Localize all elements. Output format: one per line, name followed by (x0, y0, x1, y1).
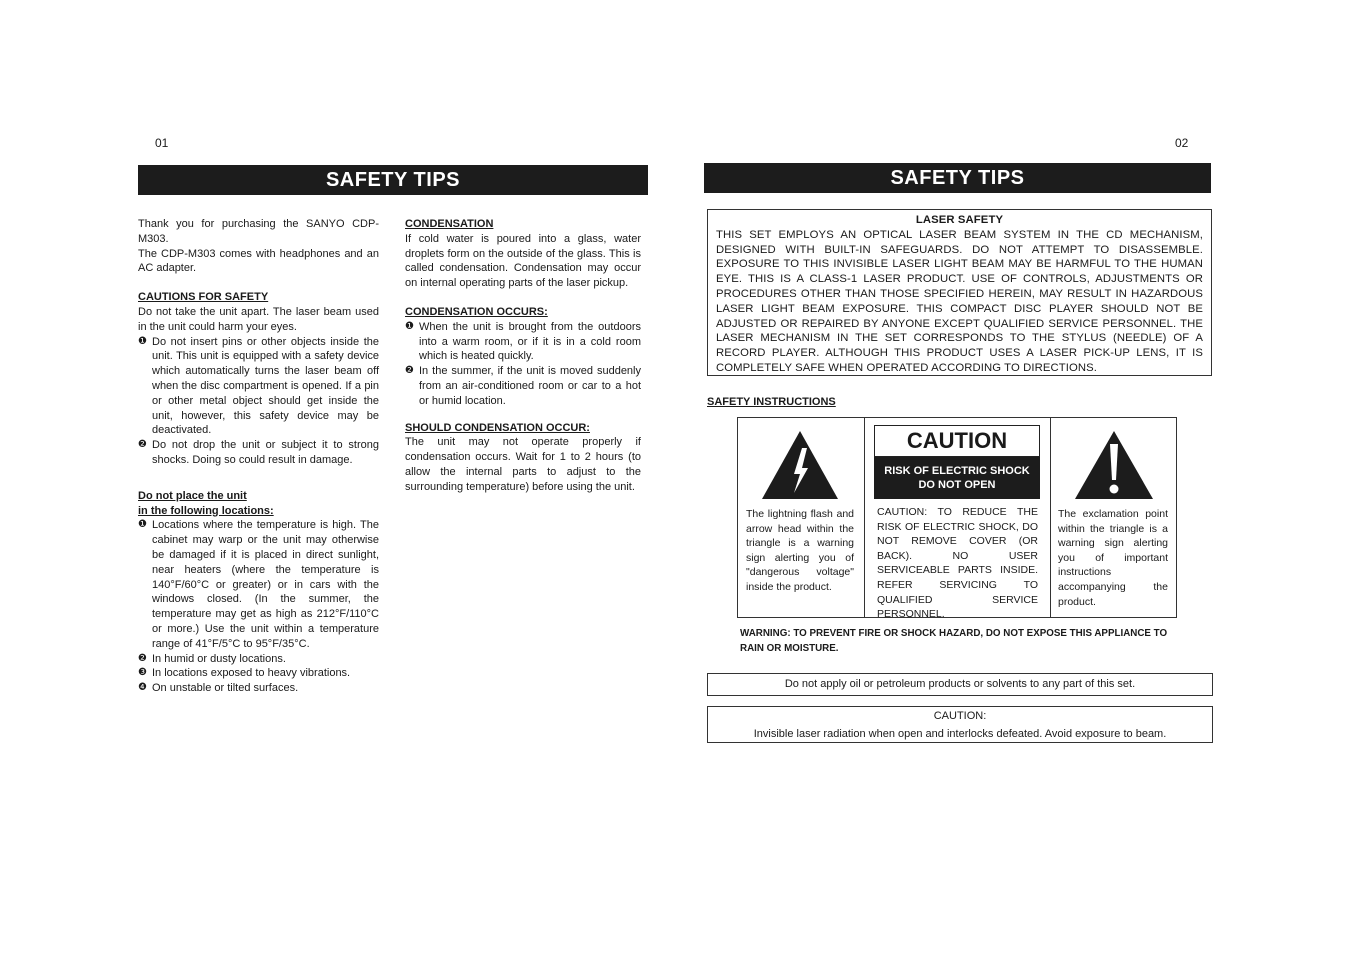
left-column-2 (405, 217, 641, 495)
locations-item (138, 652, 379, 667)
bullet-number: ❸ (138, 667, 147, 679)
table-divider (864, 417, 865, 618)
locations-item (138, 666, 379, 681)
fire-shock-warning: WARNING: TO PREVENT FIRE OR SHOCK HAZARD, DO NOT EXPOSE THIS APPLIANCE TO RAIN OR MOISTURE. (740, 628, 1168, 654)
lightning-triangle-icon (761, 430, 839, 500)
bullet-text: Do not drop the unit or subject it to strong shocks. Doing so could result in damage. (152, 439, 379, 466)
electric-shock-line-2: DO NOT OPEN (918, 479, 996, 491)
bullet-text: On unstable or tilted surfaces. (152, 682, 299, 695)
laser-caution-text: Invisible laser radiation when open and interlocks defeated. Avoid exposure to beam. (753, 728, 1167, 740)
bullet-number: ❶ (138, 335, 147, 347)
intro-line-1: Thank you for purchasing the SANYO CDP-M303. (138, 218, 379, 245)
intro-line-2: The CDP-M303 comes with headphones and an AC adapter. (138, 247, 379, 275)
occurs-item (405, 364, 641, 408)
laser-safety-text: THIS SET EMPLOYS AN OPTICAL LASER BEAM SYSTEM IN THE CD MECHANISM, DESIGNED WITH BUILT-IN SAFEGUARDS. DO NOT ATTEMPT TO DISASSEMBLE. EXPOSURE TO THIS INVISIBLE LASER LIGHT BEAM MAY BE HARMFUL TO THE HUMAN EYE. THIS IS A CLASS-1 LASER PRODUCT. USE OF CONTROLS, ADJUSTMENTS OR PROCEDURES OTHER THAN THOSE SPECIFIED HEREIN, MAY RESULT IN HAZARDOUS LASER LIGHT BEAM EXPOSURE. THIS COMPACT DISC PLAYER SHOULD NOT BE ADJUSTED OR REPAIRED BY ANYONE EXCEPT QUALIFIED SERVICE PERSONNEL. THE LASER MECHANISM IN THE SET CORRESPONDS TO THE STYLUS (NEEDLE) OF A RECORD PLAYER. ALTHOUGH THIS PRODUCT USES A LASER PICK-UP LENS, IT IS COMPLETELY SAFE WHEN OPERATED ACCORDING TO DIRECTIONS. (716, 228, 1203, 374)
cautions-item (138, 335, 379, 439)
page-number-right: 02 (1175, 136, 1189, 150)
occurs-item (405, 320, 641, 364)
locations-heading-line-2: in the following locations: (138, 504, 274, 517)
bullet-number: ❷ (138, 439, 147, 451)
exclamation-description: The exclamation point within the triangle is a warning sign alerting you of important instructions accompanying the product. (1058, 508, 1168, 608)
bullet-number: ❷ (138, 652, 147, 664)
bullet-text: In locations exposed to heavy vibrations. (152, 667, 351, 680)
electric-shock-line-1: RISK OF ELECTRIC SHOCK (884, 465, 1030, 477)
cautions-heading: CAUTIONS FOR SAFETY (138, 291, 269, 304)
table-divider (1050, 417, 1051, 618)
bullet-text: In the summer, if the unit is moved suddenly from an air-conditioned room or car to a hot or humid location. (419, 365, 641, 407)
left-column-1 (138, 217, 379, 696)
bullet-text: In humid or dusty locations. (152, 652, 286, 665)
safety-tips-banner-left: SAFETY TIPS (138, 165, 648, 195)
bullet-text: When the unit is brought from the outdoors into a warm room, or if it is in a cold room which is heated quickly. (419, 320, 641, 363)
caution-description: CAUTION: TO REDUCE THE RISK OF ELECTRIC SHOCK, DO NOT REMOVE COVER (OR BACK). NO USER SERVICEABLE PARTS INSIDE. REFER SERVICING TO QUALIFIED SERVICE PERSONNEL. (877, 506, 1038, 621)
bullet-text: Locations where the temperature is high. The cabinet may warp or the unit may otherwise be damaged if it is placed in direct sunlight, near heaters (where the temperature is 140°F/60°C or greater) or in cars with the windows closed. (In the summer, the temperature may get as high as 212°F/110°C or more.) Use the unit within a temperature range of 41°F/5°C to 95°F/35°C. (152, 519, 379, 650)
bullet-number: ❶ (138, 519, 147, 531)
bullet-number: ❹ (138, 682, 147, 694)
bullet-text: Do not insert pins or other objects inside the unit. This unit is equipped with a safety device which automatically turns the laser beam off when the disc compartment is opened. If a pin or other metal object should get inside the unit, however, this safety device may be deactivated. (152, 335, 379, 437)
oil-warning-text: Do not apply oil or petroleum products or solvents to any part of this set. (784, 678, 1136, 690)
condensation-heading: CONDENSATION (405, 218, 494, 230)
bullet-number: ❶ (405, 320, 414, 332)
safety-instructions-heading: SAFETY INSTRUCTIONS (707, 396, 836, 408)
should-condensation-heading: SHOULD CONDENSATION OCCUR: (405, 421, 590, 434)
oil-warning-box (707, 673, 1213, 696)
cautions-item (138, 438, 379, 468)
laser-caution-title: CAUTION: (933, 710, 987, 722)
laser-safety-title: LASER SAFETY (915, 214, 1004, 226)
laser-safety-box (707, 209, 1212, 376)
locations-item (138, 681, 379, 696)
electric-shock-warning-label (874, 457, 1040, 499)
condensation-occurs-heading: CONDENSATION OCCURS: (405, 305, 548, 318)
should-condensation-text: The unit may not operate properly if condensation occurs. Wait for 1 to 2 hours (to allow the internal parts to adjust to the surrounding temperature) before using the unit. (405, 436, 641, 493)
bullet-number: ❷ (405, 365, 414, 377)
locations-item (138, 518, 379, 651)
safety-tips-banner-right: SAFETY TIPS (704, 163, 1211, 193)
cautions-text: Do not take the unit apart. The laser beam used in the unit could harm your eyes. (138, 305, 379, 333)
page-number-left: 01 (155, 136, 169, 150)
locations-heading-line-1: Do not place the unit (138, 489, 247, 502)
exclamation-triangle-icon (1074, 430, 1154, 500)
lightning-description: The lightning flash and arrow head within the triangle is a warning sign alerting you of "dangerous voltage" inside the product. (746, 508, 854, 593)
condensation-text: If cold water is poured into a glass, water droplets form on the outside of the glass. This is called condensation. Condensation may occur on internal operating parts of the laser pickup. (405, 232, 641, 290)
caution-label: CAUTION (874, 425, 1040, 457)
laser-caution-box (707, 706, 1213, 743)
